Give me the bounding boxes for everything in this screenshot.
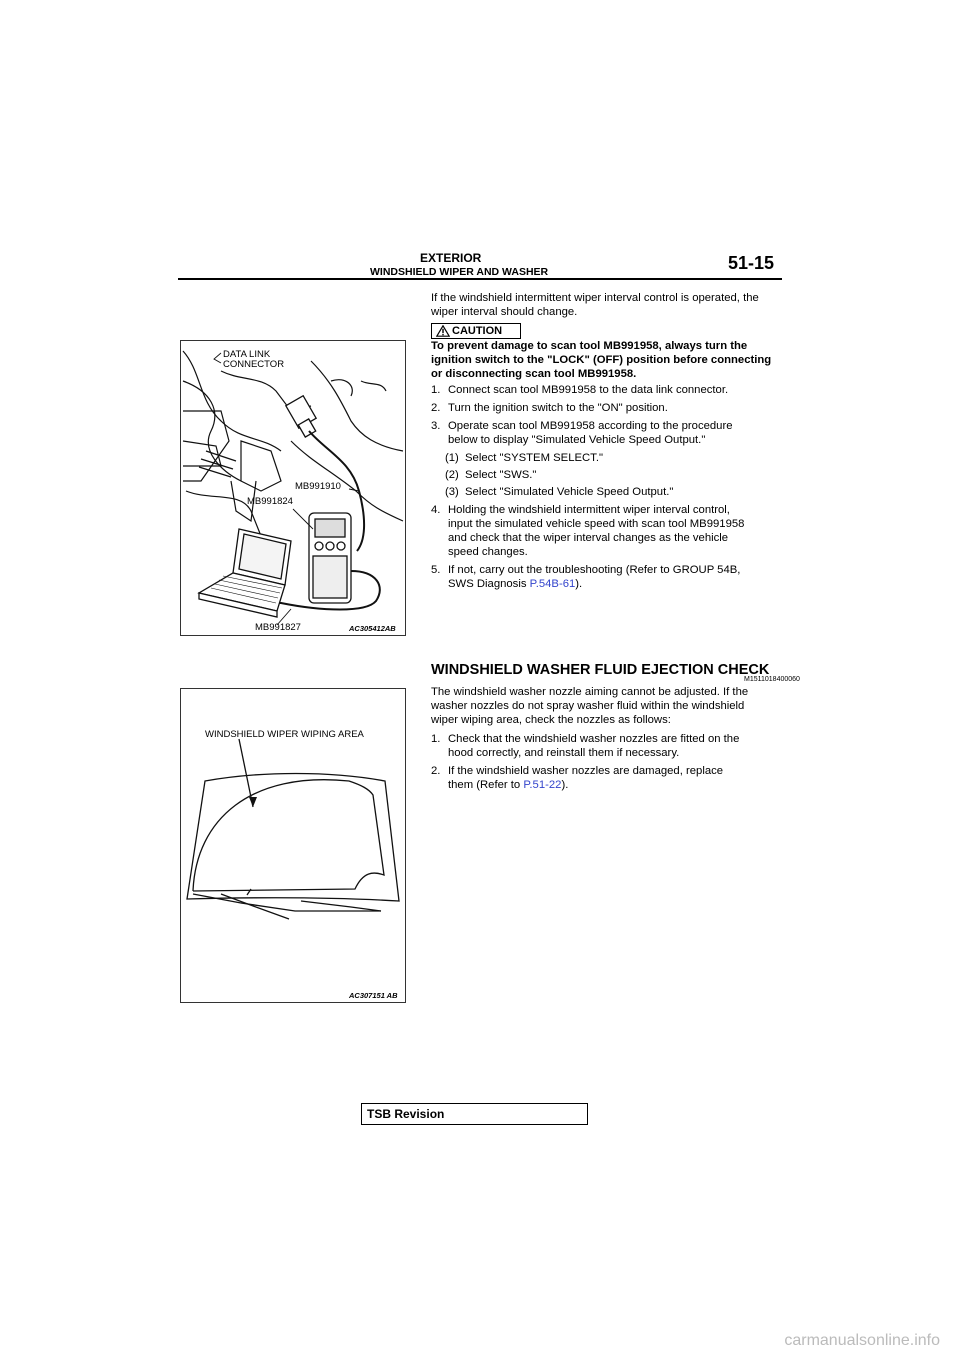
label-mb991910: MB991910 bbox=[295, 481, 341, 492]
section-heading: WINDSHIELD WASHER FLUID EJECTION CHECK bbox=[431, 662, 770, 678]
step-3: 3. Operate scan tool MB991958 according to the procedure below to display "Simulated Vehicle Speed Output." bbox=[431, 420, 733, 446]
subsection-title: WINDSHIELD WIPER AND WASHER bbox=[370, 266, 549, 278]
figure-code: AC305412AB bbox=[349, 624, 396, 633]
caution-box bbox=[431, 323, 521, 339]
step-5: 5. If not, carry out the troubleshooting (Refer to GROUP 54B, SWS Diagnosis P.54B-61). bbox=[431, 564, 741, 590]
label-data-link-connector-2: CONNECTOR bbox=[223, 359, 285, 370]
section2-step-1: 1. Check that the windshield washer nozzles are fitted on the hood correctly, and reinstall them if necessary. bbox=[431, 733, 740, 759]
link-p54b-61[interactable]: P.54B-61 bbox=[529, 578, 576, 590]
label-mb991824: MB991824 bbox=[247, 496, 293, 507]
figure2-code: AC307151 AB bbox=[349, 991, 398, 1000]
page-number: 51-15 bbox=[728, 253, 775, 273]
warning-icon bbox=[436, 325, 450, 337]
header-rule bbox=[178, 278, 782, 280]
intro-paragraph: If the windshield intermittent wiper interval control is operated, the wiper interval should change. bbox=[431, 292, 759, 318]
tsb-revision-box bbox=[361, 1103, 588, 1125]
link-p51-22[interactable]: P.51-22 bbox=[523, 779, 562, 791]
step-4: 4. Holding the windshield intermittent wiper interval control, input the simulated vehicle speed with scan tool MB991958 and check that the wiper interval changes as the vehicle speed changes. bbox=[431, 504, 745, 558]
section-title: EXTERIOR bbox=[420, 251, 482, 265]
wiping-area-figure bbox=[180, 688, 406, 1003]
watermark: carmanualsonline.info bbox=[784, 1332, 940, 1349]
label-data-link-connector-1: DATA LINK bbox=[223, 349, 271, 360]
label-mb991827: MB991827 bbox=[255, 622, 301, 633]
tsb-revision-label: TSB Revision bbox=[367, 1107, 445, 1121]
caution-text: To prevent damage to scan tool MB991958, always turn the ignition switch to the "LOCK" (OFF) position before connecting or disconnecting scan tool MB991958. bbox=[431, 340, 772, 380]
scan-tool-figure bbox=[180, 340, 406, 636]
section-code: M1511018400060 bbox=[744, 676, 800, 683]
label-wiping-area: WINDSHIELD WIPER WIPING AREA bbox=[205, 729, 364, 740]
caution-label: CAUTION bbox=[452, 325, 503, 337]
section2-step-2: 2. If the windshield washer nozzles are damaged, replace them (Refer to P.51-22). bbox=[431, 765, 724, 791]
section2-intro: The windshield washer nozzle aiming cannot be adjusted. If the washer nozzles do not spray washer fluid within the windshield wiper wiping area, check the nozzles as follows: bbox=[431, 686, 749, 726]
